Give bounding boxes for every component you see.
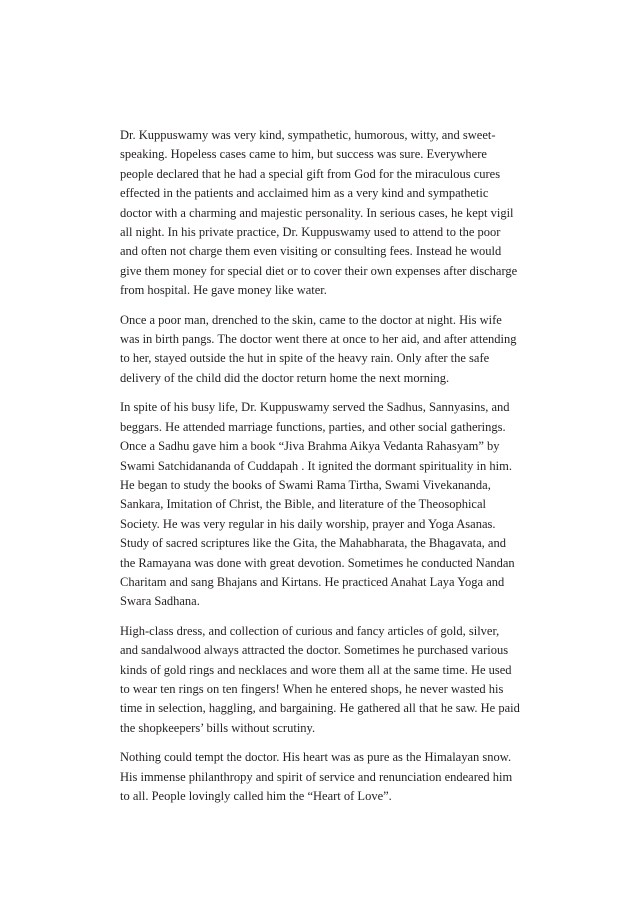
paragraph-heart-of-love: Nothing could tempt the doctor. His heart was as pure as the Himalayan snow. His immense philanthropy and spirit of service and renunciation endeared him to all. People lovingly called him the “Heart of Love”. xyxy=(120,750,513,803)
paragraph-character: Dr. Kuppuswamy was very kind, sympathetic, humorous, witty, and sweet-speaking. Hopeless cases came to him, but success was sure. Everywhere people declared that he had a special gift from God for the miraculous cures effected in the patients and acclaimed him as a very kind and sympathetic doctor with a charming and majestic personality. In serious cases, he kept vigil all night. In his private practice, Dr. Kuppuswamy used to attend to the poor and often not charge them even visiting or consulting fees. Instead he would give them money for special diet or to cover their own expenses after discharge from hospital. He gave money like water. xyxy=(120,128,518,298)
paragraph-gold-articles: High-class dress, and collection of curious and fancy articles of gold, silver, and sandalwood always attracted the doctor. Sometimes he purchased various kinds of gold rings and necklaces and wore them all at the same time. He used to wear ten rings on ten fingers! When he entered shops, he never wasted his time in selection, haggling, and bargaining. He gathered all that he saw. He paid the shopkeepers’ bills without scrutiny. xyxy=(120,623,520,735)
paragraph-poor-man: Once a poor man, drenched to the skin, came to the doctor at night. His wife was in birth pangs. The doctor went there at once to her aid, and after attending to her, stayed outside the hut in spite of the heavy rain. Only after the safe delivery of the child did the doctor return home the next morning. xyxy=(120,312,517,385)
paragraph-spirituality: In spite of his busy life, Dr. Kuppuswamy served the Sadhus, Sannyasins, and beggars. He attended marriage functions, parties, and other social gatherings. Once a Sadhu gave him a book “Jiva Brahma Aikya Vedanta Rahasyam” by Swami Satchidananda of Cuddapah . It ignited the dormant spirituality in him. He began to study the books of Swami Rama Tirtha, Swami Vivekananda, Sankara, Imitation of Christ, the Bible, and literature of the Theosophical Society. He was very regular in his daily worship, prayer and Yoga Asanas. Study of sacred scriptures like the Gita, the Mahabharata, the Bhagavata, and the Ramayana was done with great devotion. Sometimes he conducted Nandan Charitam and sang Bhajans and Kirtans. He practiced Anahat Laya Yoga and Swara Sadhana. xyxy=(120,400,515,609)
body-text xyxy=(120,126,520,816)
